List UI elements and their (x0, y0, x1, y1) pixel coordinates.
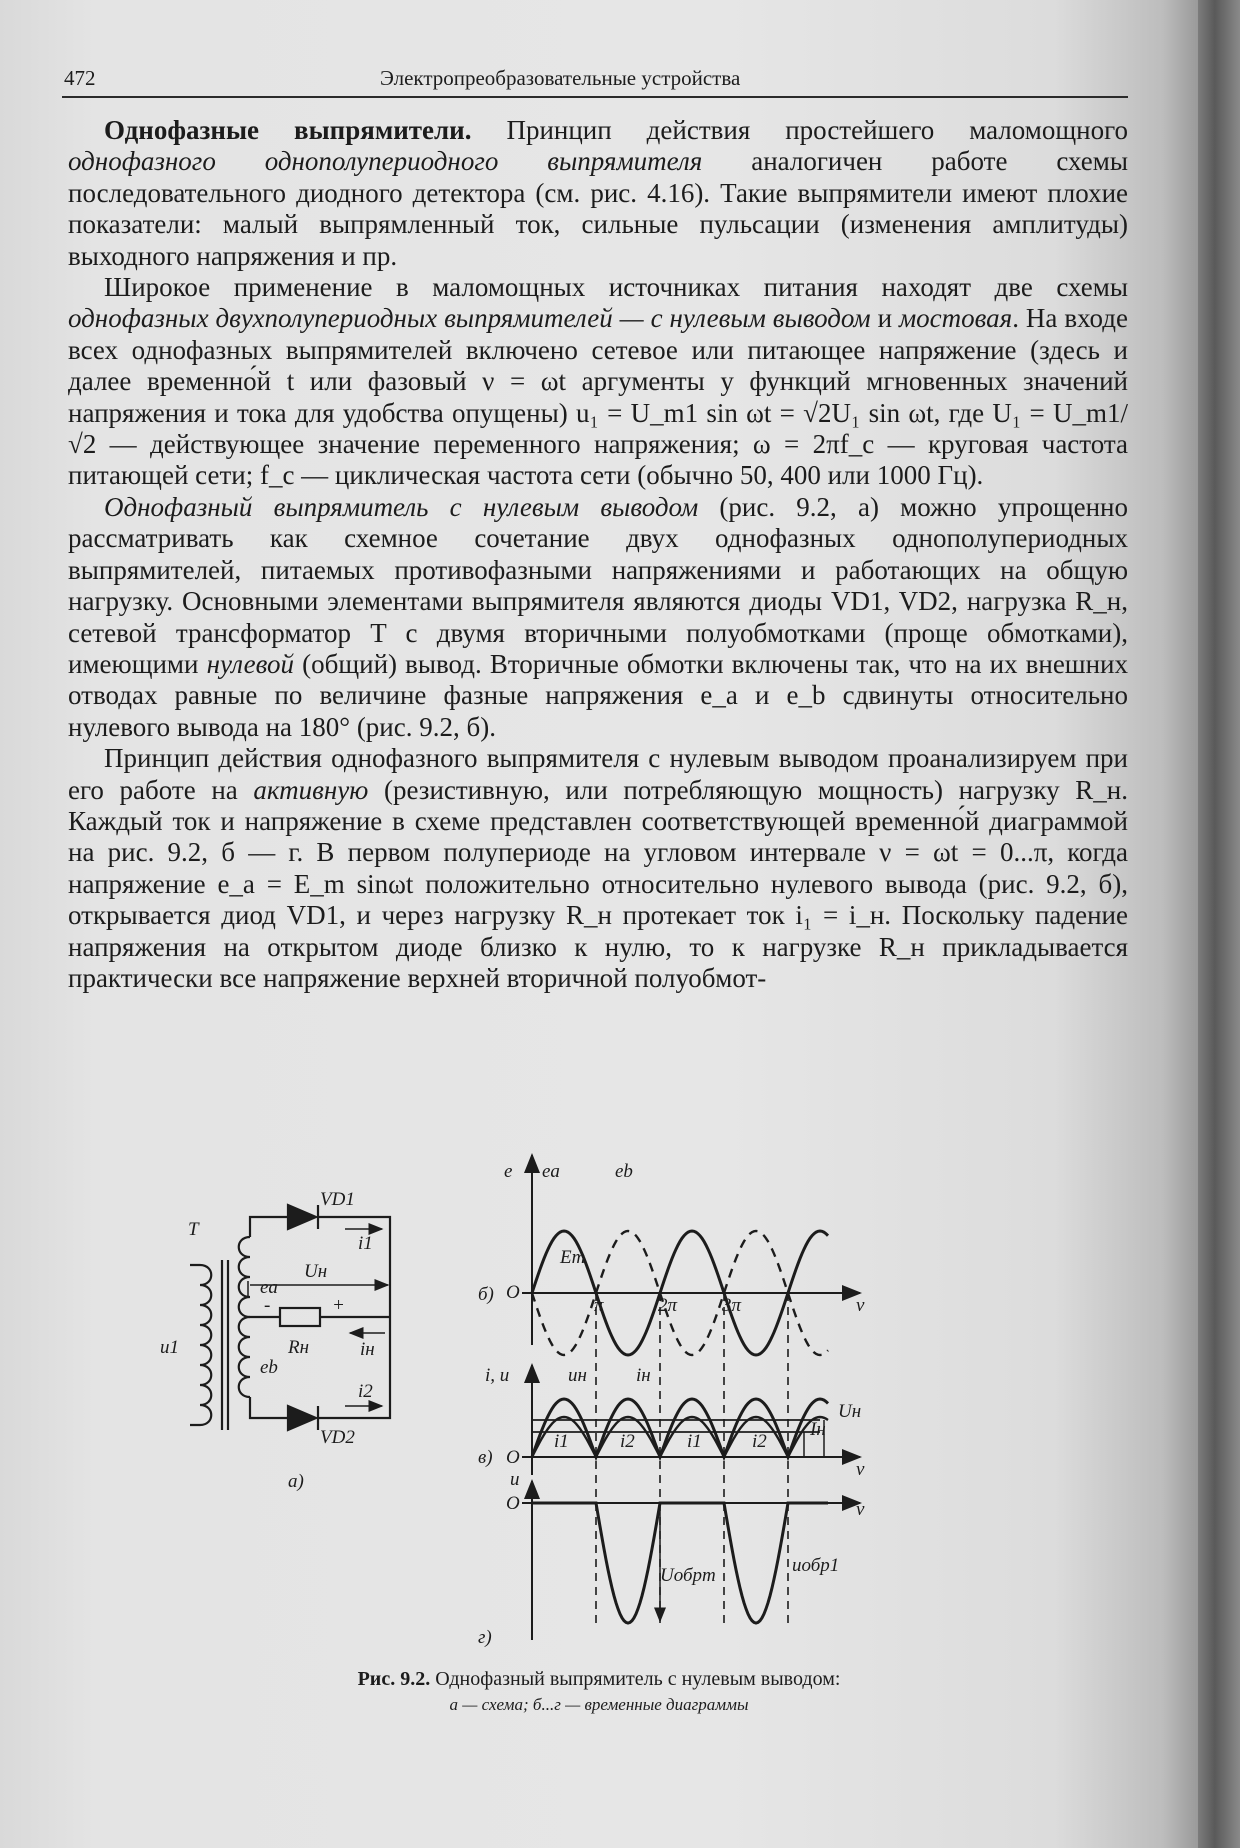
label-plus: + (332, 1295, 345, 1316)
text-run: аналогичен работе схемы последовательного диодного детектора (см. рис. 4.16). Такие выпрямители имеют плохие показатели: малый выпрямленный ток, сильные пульсации (изменения амплитуды) выходного напряжения и пр. (68, 146, 1128, 271)
text-run: мостовая (898, 303, 1013, 334)
secondary-winding-a (239, 1237, 250, 1317)
text-run: нулевой (206, 648, 295, 679)
wave-in (532, 1417, 828, 1457)
text-run: активную (253, 774, 369, 805)
label-i2-wave: i2 (620, 1431, 635, 1452)
text-run: (резистивную, или потребляющую мощность) нагрузку R_н. Каждый ток и напряжение в схеме представлен соответствующей временно́й диаграммой на рис. 9.2, б — г. В первом полупериоде на угловом интервале ν = ωt = 0...π, когда напряжение e_a = E_m sinωt положительно относительно нулевого вывода (рис. 9.2, б), открывается диод VD1, и через нагрузку R_н протекает ток i₁ = i_н. Поскольку падение напряжения на открытом диоде близко к нулю, то к нагрузке R_н прикладывается практически все напряжение верхней вторичной полуобмот- (68, 774, 1128, 993)
text-run: . На входе всех однофазных выпрямителей включено сетевое или питающее напряжение (здесь и далее временно́й t или фазовый ν = ωt аргументы у функций мгновенных значений напряжения и тока для удобства опущены) u₁ = U_m1 sin ωt = √2U₁ sin ωt, где U₁ = U_m1/√2 — действующее значение переменного напряжения; ω = 2πf_c — круговая частота питающей сети; f_c — циклическая частота сети (обычно 50, 400 или 1000 Гц). (68, 303, 1128, 491)
caption-subtitle: а — схема; б...г — временные диаграммы (449, 1695, 749, 1714)
label-Un-dc: Uн (838, 1401, 862, 1422)
body-text (68, 115, 1128, 994)
caption-title (0, 1668, 1198, 1691)
label-panel-a: а) (288, 1471, 304, 1492)
book-spine (1198, 0, 1240, 1848)
paragraph (68, 115, 1128, 272)
text-run: Принцип действия простейшего маломощного (471, 115, 1128, 145)
page-header (62, 62, 1128, 98)
label-i2: i2 (358, 1381, 373, 1402)
text-run: Широкое применение в маломощных источниках питания находят две схемы (104, 272, 1128, 303)
label-un-wave: uн (568, 1365, 587, 1386)
label-vd2: VD2 (320, 1427, 355, 1448)
text-run: и (870, 303, 899, 334)
label-o-v: O (506, 1447, 520, 1468)
wave-uobr1 (532, 1503, 828, 1623)
figure-9-2 (160, 1161, 1040, 1648)
text-run: однофазных двухполупериодных выпрямителей — с нулевым выводом (68, 303, 871, 334)
label-uobrm: Uобрm (660, 1565, 716, 1586)
label-panel-v: в) (478, 1447, 493, 1468)
label-minus: - (264, 1295, 271, 1316)
label-un: Uн (304, 1261, 328, 1282)
text-run: однофазного однополупериодного выпрямителя (68, 146, 703, 177)
label-eb-wave: eb (615, 1161, 633, 1182)
running-title: Электропреобразовательные устройства (380, 66, 741, 90)
text-run: Однофазные выпрямители. (104, 115, 472, 145)
label-In: Iн (810, 1419, 826, 1440)
label-uobr1: uобр1 (792, 1555, 840, 1576)
label-panel-b: б) (478, 1284, 494, 1305)
label-2pi: 2π (658, 1295, 678, 1316)
label-nu-b: ν (856, 1295, 865, 1316)
label-o-b: O (506, 1282, 520, 1303)
text-run: (общий) вывод. Вторичные обмотки включены так, что на их внешних отводах равные по величине фазные напряжения e_a и e_b сдвинуты относительно нулевого вывода на 180° (рис. 9.2, б). (68, 648, 1128, 742)
label-u1: u1 (160, 1337, 179, 1358)
label-i1-wave: i1 (554, 1431, 569, 1452)
figure-caption (0, 1668, 1198, 1715)
resistor-rn (280, 1308, 320, 1326)
label-i1-wave-2: i1 (687, 1431, 702, 1452)
label-in-wave: iн (636, 1365, 651, 1386)
label-iu: i, u (485, 1365, 510, 1386)
label-ea-wave: ea (542, 1161, 560, 1182)
caption-text: Однофазный выпрямитель с нулевым выводом: (430, 1668, 841, 1690)
label-3pi: 3π (722, 1295, 742, 1316)
caption-number: Рис. 9.2. (357, 1668, 431, 1690)
label-em: Em (560, 1247, 586, 1268)
label-ea: ea (260, 1277, 278, 1298)
label-i2-wave-2: i2 (752, 1431, 767, 1452)
label-eb: eb (260, 1357, 278, 1378)
text-run: Однофазный выпрямитель с нулевым выводом (104, 491, 699, 522)
label-nu-v: ν (856, 1459, 865, 1480)
paragraph (68, 743, 1128, 994)
label-panel-g: г) (478, 1627, 492, 1648)
label-e: e (504, 1161, 513, 1182)
paragraph (68, 492, 1128, 743)
diode-vd1 (288, 1205, 318, 1229)
label-u-g: u (510, 1469, 520, 1490)
label-vd1: VD1 (320, 1189, 355, 1210)
label-i1: i1 (358, 1233, 373, 1254)
label-nu-g: ν (856, 1499, 865, 1520)
text-run: Принцип действия однофазного выпрямителя с нулевым выводом проанализируем при его работе на (68, 743, 1128, 805)
label-in: iн (360, 1339, 375, 1360)
label-o-g: O (506, 1493, 520, 1514)
label-T: T (188, 1219, 199, 1240)
paragraph (68, 272, 1128, 492)
page-number: 472 (64, 66, 96, 90)
primary-winding (190, 1265, 211, 1425)
diode-vd2 (288, 1406, 318, 1430)
label-rn: Rн (288, 1337, 310, 1358)
label-pi: π (594, 1295, 604, 1316)
text-run: (рис. 9.2, а) можно упрощенно рассматривать как схемное сочетание двух однофазных однополупериодных выпрямителей, питаемых противофазными напряжениями и работающих на общую нагрузку. Основными элементами выпрямителя являются диоды VD1, VD2, нагрузка R_н, сетевой трансформатор T с двумя вторичными полуобмотками (проще обмотками), имеющими (68, 491, 1128, 679)
secondary-winding-b (239, 1317, 250, 1397)
